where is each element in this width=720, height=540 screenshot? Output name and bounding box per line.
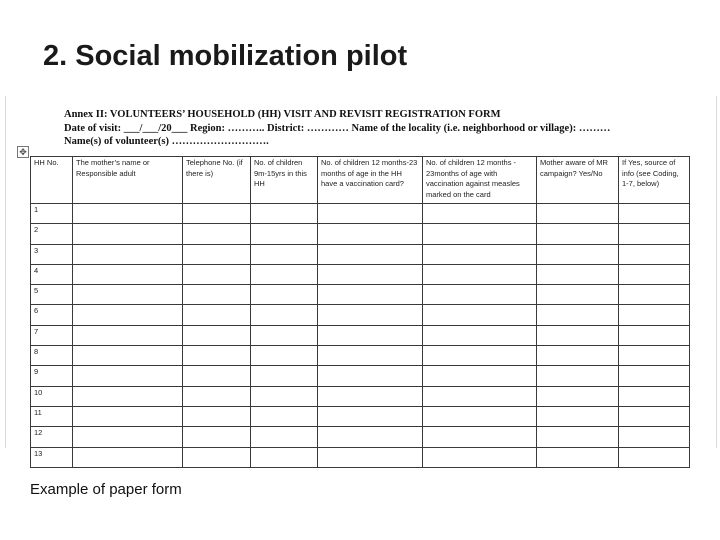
hh-number-cell: 1: [31, 204, 73, 224]
form-header: [64, 108, 709, 149]
table-cell: [318, 427, 423, 447]
column-header: The mother’s name or Responsible adult: [73, 157, 183, 204]
table-cell: [251, 224, 318, 244]
hh-number-cell: 8: [31, 346, 73, 366]
table-cell: [423, 366, 537, 386]
table-cell: [318, 386, 423, 406]
table-cell: [423, 427, 537, 447]
form-volunteer-line: Name(s) of volunteer(s) ……………………….: [64, 136, 269, 147]
caption: Example of paper form: [30, 481, 182, 498]
table-cell: [73, 285, 183, 305]
hh-number-cell: 9: [31, 366, 73, 386]
table-row: [31, 366, 690, 386]
table-cell: [423, 406, 537, 426]
table-row: [31, 447, 690, 467]
hh-number-cell: 11: [31, 406, 73, 426]
table-cell: [423, 285, 537, 305]
column-header: Telephone No. (if there is): [183, 157, 251, 204]
column-header: No. of children 9m-15yrs in this HH: [251, 157, 318, 204]
table-cell: [251, 204, 318, 224]
table-cell: [183, 447, 251, 467]
table-cell: [537, 366, 619, 386]
table-cell: [423, 224, 537, 244]
table-cell: [183, 204, 251, 224]
hh-number-cell: 10: [31, 386, 73, 406]
table-cell: [183, 244, 251, 264]
table-cell: [318, 325, 423, 345]
table-cell: [423, 346, 537, 366]
table-cell: [318, 224, 423, 244]
table-row: [31, 386, 690, 406]
table-cell: [619, 346, 690, 366]
hh-number-cell: 5: [31, 285, 73, 305]
table-cell: [73, 447, 183, 467]
column-header: Mother aware of MR campaign? Yes/No: [537, 157, 619, 204]
table-cell: [619, 427, 690, 447]
table-cell: [183, 224, 251, 244]
table-cell: [73, 204, 183, 224]
table-cell: [537, 285, 619, 305]
table-row: [31, 305, 690, 325]
table-row: [31, 427, 690, 447]
table-cell: [251, 427, 318, 447]
table-cell: [318, 204, 423, 224]
table-body: [31, 204, 690, 468]
table-cell: [537, 406, 619, 426]
table-cell: [251, 346, 318, 366]
table-cell: [423, 204, 537, 224]
hh-number-cell: 4: [31, 264, 73, 284]
table-cell: [537, 386, 619, 406]
table-cell: [251, 386, 318, 406]
table-cell: [537, 346, 619, 366]
form-title: Annex II: VOLUNTEERS’ HOUSEHOLD (HH) VISIT AND REVISIT REGISTRATION FORM: [64, 109, 501, 120]
table-row: [31, 244, 690, 264]
table-cell: [619, 244, 690, 264]
table-cell: [537, 224, 619, 244]
table-cell: [619, 386, 690, 406]
table-cell: [251, 325, 318, 345]
table-cell: [251, 305, 318, 325]
table-cell: [318, 244, 423, 264]
table-cell: [73, 406, 183, 426]
table-cell: [537, 204, 619, 224]
hh-number-cell: 2: [31, 224, 73, 244]
table-cell: [423, 386, 537, 406]
table-cell: [619, 285, 690, 305]
table-cell: [619, 447, 690, 467]
hh-number-cell: 3: [31, 244, 73, 264]
table-cell: [73, 325, 183, 345]
table-cell: [73, 305, 183, 325]
form-date-region-line: Date of visit: ___/___/20___ Region: ……….. District: ………… Name of the locality (i.e. neighborhood or village): ………: [64, 122, 611, 134]
registration-table: [30, 156, 690, 468]
form-image: [5, 96, 717, 458]
table-cell: [183, 366, 251, 386]
hh-number-cell: 7: [31, 325, 73, 345]
table-cell: [73, 244, 183, 264]
table-cell: [537, 264, 619, 284]
table-cell: [183, 386, 251, 406]
table-cell: [423, 264, 537, 284]
table-cell: [251, 366, 318, 386]
hh-number-cell: 6: [31, 305, 73, 325]
table-cell: [73, 224, 183, 244]
table-cell: [73, 264, 183, 284]
table-cell: [318, 346, 423, 366]
table-cell: [619, 305, 690, 325]
table-cell: [619, 204, 690, 224]
table-row: [31, 204, 690, 224]
table-cell: [619, 224, 690, 244]
table-cell: [318, 305, 423, 325]
table-cell: [318, 406, 423, 426]
table-row: [31, 224, 690, 244]
table-row: [31, 325, 690, 345]
column-header: No. of children 12 months - 23months of age with vaccination against measles marked on the card: [423, 157, 537, 204]
table-cell: [183, 427, 251, 447]
table-cell: [183, 285, 251, 305]
table-cell: [318, 264, 423, 284]
table-cell: [183, 264, 251, 284]
table-cell: [251, 447, 318, 467]
table-cell: [537, 427, 619, 447]
table-cell: [619, 406, 690, 426]
table-cell: [183, 325, 251, 345]
table-move-handle-icon[interactable]: ✥: [17, 146, 29, 158]
table-cell: [318, 447, 423, 467]
table-cell: [423, 325, 537, 345]
table-cell: [73, 386, 183, 406]
table-cell: [619, 366, 690, 386]
hh-number-cell: 12: [31, 427, 73, 447]
table-cell: [73, 366, 183, 386]
column-header: No. of children 12 months-23 months of age in the HH have a vaccination card?: [318, 157, 423, 204]
table-cell: [183, 305, 251, 325]
column-header: HH No.: [31, 157, 73, 204]
table-cell: [318, 285, 423, 305]
table-cell: [537, 325, 619, 345]
table-cell: [251, 264, 318, 284]
table-row: [31, 285, 690, 305]
table-row: [31, 346, 690, 366]
table-cell: [423, 244, 537, 264]
table-cell: [318, 366, 423, 386]
hh-number-cell: 13: [31, 447, 73, 467]
table-cell: [73, 346, 183, 366]
table-cell: [183, 346, 251, 366]
table-cell: [619, 325, 690, 345]
slide-title: 2. Social mobilization pilot: [43, 40, 408, 72]
table-cell: [619, 264, 690, 284]
table-row: [31, 406, 690, 426]
table-cell: [537, 305, 619, 325]
column-header: If Yes, source of info (see Coding, 1-7, below): [619, 157, 690, 204]
table-cell: [423, 305, 537, 325]
table-row: [31, 264, 690, 284]
table-header-row: [31, 157, 690, 204]
table-cell: [251, 285, 318, 305]
table-cell: [73, 427, 183, 447]
table-cell: [537, 244, 619, 264]
table-cell: [251, 406, 318, 426]
table-cell: [183, 406, 251, 426]
table-cell: [423, 447, 537, 467]
table-cell: [251, 244, 318, 264]
table-cell: [537, 447, 619, 467]
